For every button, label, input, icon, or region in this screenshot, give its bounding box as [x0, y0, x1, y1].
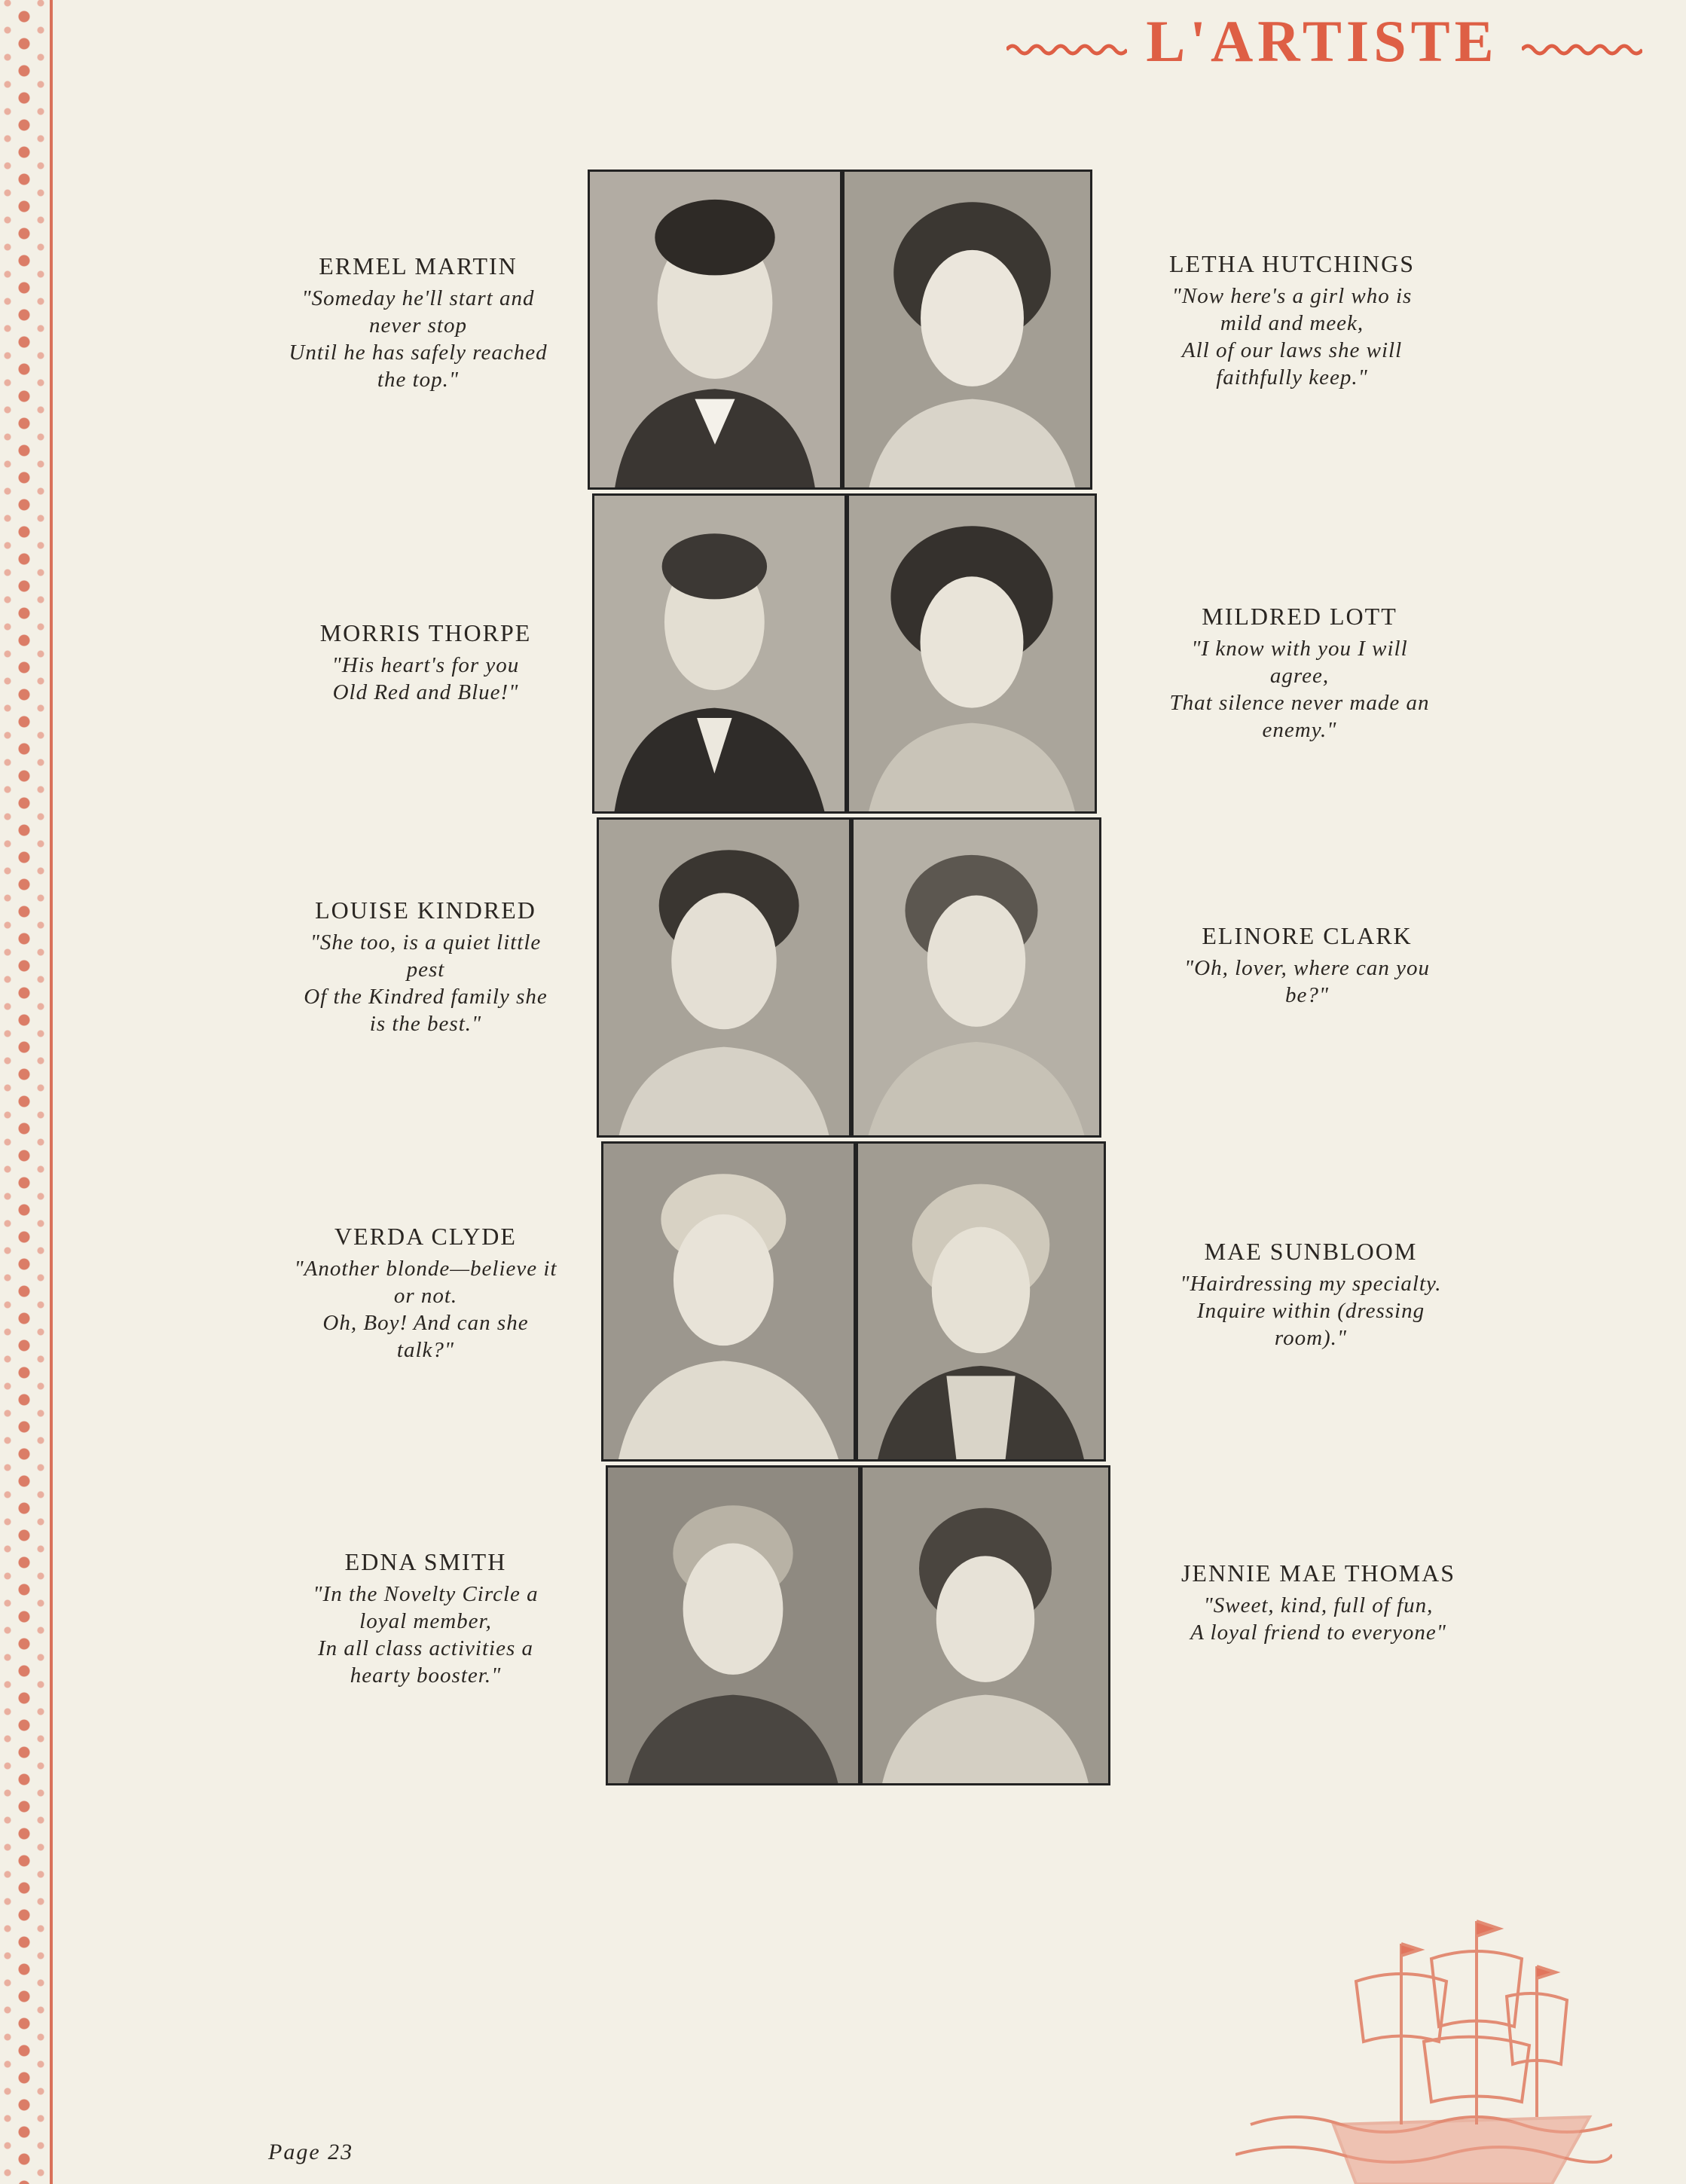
portrait-photo	[597, 817, 851, 1138]
student-quote: "Another blonde—believe it or not. Oh, Boy! And can she talk?"	[294, 1257, 557, 1362]
student-name: ERMEL MARTIN	[319, 252, 518, 279]
student-entry	[249, 1223, 603, 1364]
student-quote: "I know with you I will agree, That silence never made an enemy."	[1169, 637, 1430, 742]
portrait-photo	[842, 170, 1092, 490]
student-name: MORRIS THORPE	[319, 619, 532, 646]
student-name: VERDA CLYDE	[334, 1223, 517, 1250]
portrait-photo	[856, 1141, 1106, 1462]
student-quote: "Sweet, kind, full of fun, A loyal friend to everyone"	[1190, 1593, 1446, 1645]
student-quote: "Now here's a girl who is mild and meek, All of our laws she will faithfully keep."	[1171, 284, 1413, 389]
student-quote: "Someday he'll start and never stop Until he has safely reached the top."	[289, 286, 548, 392]
student-name: MAE SUNBLOOM	[1204, 1238, 1418, 1265]
publication-title: L'ARTISTE	[1146, 8, 1498, 74]
student-quote: "In the Novelty Circle a loyal member, In all class activities a hearty booster."	[313, 1582, 539, 1688]
student-entry	[1141, 1559, 1495, 1646]
student-quote: "His heart's for you Old Red and Blue!"	[331, 653, 520, 704]
student-entry	[249, 619, 603, 706]
portrait-photo	[606, 1465, 860, 1785]
student-name: MILDRED LOTT	[1202, 603, 1397, 630]
student-name: EDNA SMITH	[344, 1548, 507, 1575]
ship-illustration-icon	[1235, 1898, 1612, 2184]
portrait-photo	[851, 817, 1101, 1138]
student-name: LETHA HUTCHINGS	[1169, 250, 1415, 277]
wave-ornament-icon	[1522, 42, 1642, 57]
student-entry	[1115, 250, 1469, 391]
student-name: JENNIE MAE THOMAS	[1181, 1559, 1456, 1587]
portrait-photo	[588, 170, 842, 490]
student-entry	[1130, 922, 1484, 1009]
page-number: Page 23	[268, 2140, 354, 2164]
portrait-photo	[847, 493, 1097, 814]
portrait-photo	[592, 493, 847, 814]
border-rule	[50, 0, 53, 2184]
student-name: ELINORE CLARK	[1202, 922, 1413, 949]
student-entry	[1122, 603, 1477, 744]
decorative-border	[0, 0, 48, 2184]
student-quote: "Hairdressing my specialty. Inquire within (dressing room)."	[1180, 1272, 1442, 1350]
student-entry	[249, 1548, 603, 1689]
student-entry	[241, 252, 595, 393]
student-quote: "She too, is a quiet little pest Of the Kindred family she is the best."	[304, 930, 548, 1036]
wave-ornament-icon	[1006, 42, 1127, 57]
portrait-photo	[860, 1465, 1110, 1785]
page-header	[1002, 6, 1657, 89]
student-entry	[1134, 1238, 1488, 1352]
student-entry	[249, 897, 603, 1037]
student-quote: "Oh, lover, where can you be?"	[1184, 956, 1431, 1007]
portrait-photo	[601, 1141, 856, 1462]
student-name: LOUISE KINDRED	[315, 897, 536, 924]
